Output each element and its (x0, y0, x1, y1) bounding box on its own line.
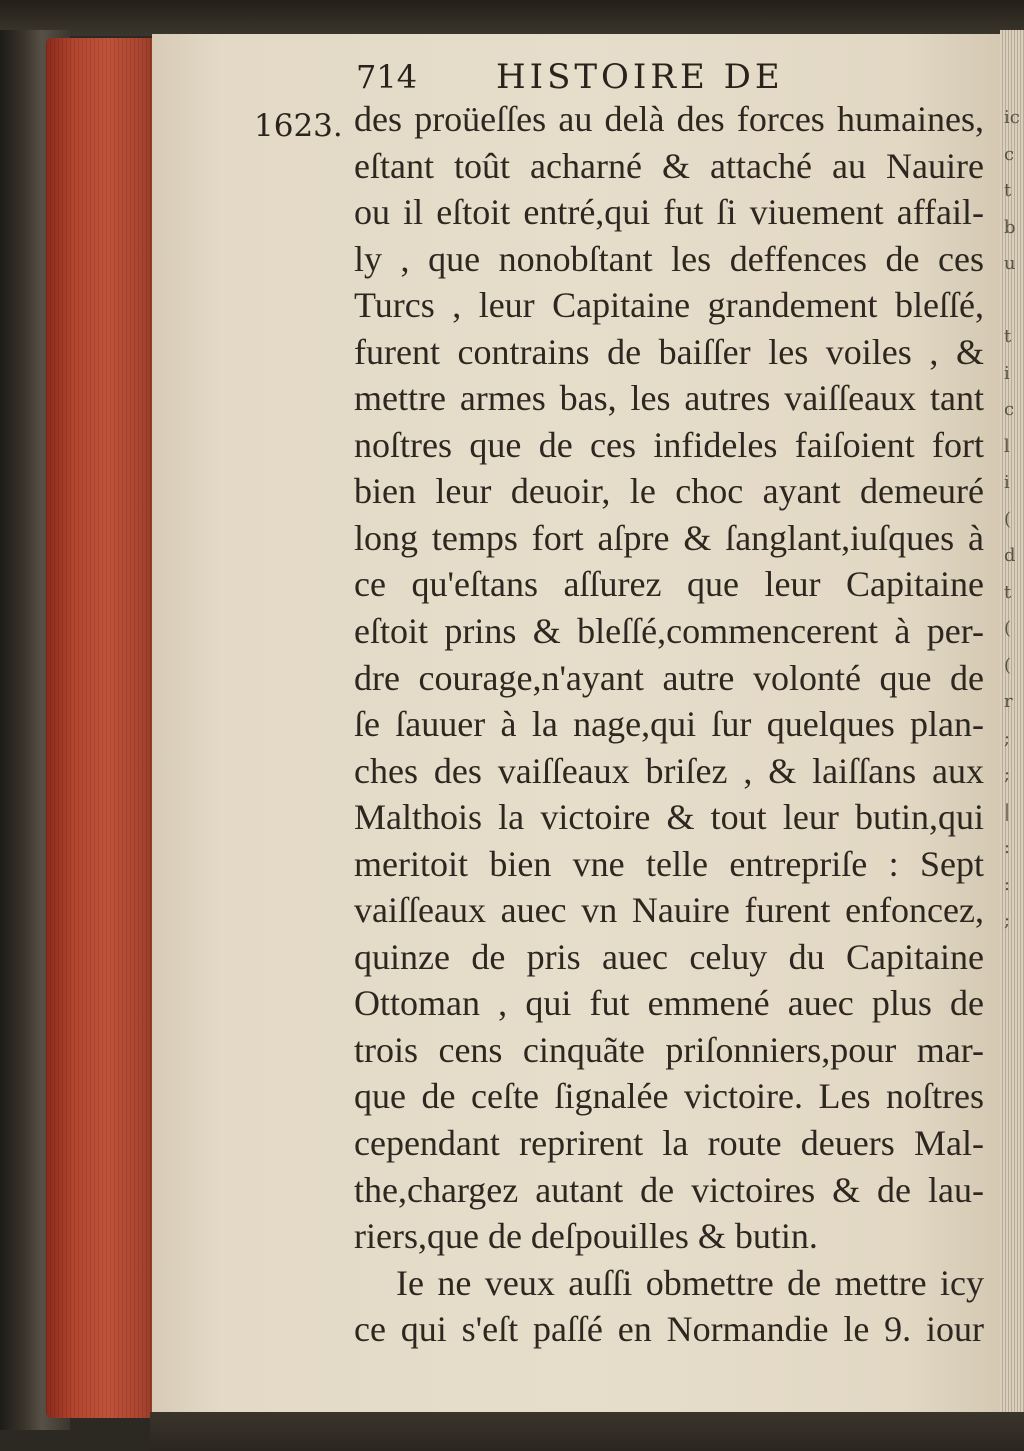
text-line: ches des vaiſſeaux briſez , & laiſſans aux (354, 750, 984, 791)
text-line: cependant reprirent la route deuers Mal- (354, 1123, 984, 1164)
text-line: ce qu'eſtans aſſurez que leur Capitaine (354, 564, 984, 605)
text-line: trois cens cinquãte priſonniers,pour mar- (354, 1029, 984, 1070)
text-line: ou il eſtoit entré,qui fut ſi viuement affail- (354, 192, 984, 233)
text-line: long temps fort aſpre & ſanglant,iuſques à (354, 517, 984, 558)
text-line: Turcs , leur Capitaine grandement bleſſé, (354, 285, 984, 326)
text-line: meritoit bien vne telle entrepriſe : Sept (354, 843, 984, 884)
top-edge-shadow (0, 0, 1024, 36)
text-line: furent contrains de baiſſer les voiles , & (354, 331, 984, 372)
body-text (354, 96, 994, 1353)
page-number: 714 (356, 58, 418, 96)
text-line: Ie ne veux auſſi obmettre de mettre icy (396, 1262, 984, 1303)
text-line: que de ceſte ſignalée victoire. Les noſtres (354, 1076, 984, 1117)
text-line: Malthois la victoire & tout leur butin,qui (354, 797, 984, 838)
text-line: ce qui s'eſt paſſé en Normandie le 9. iour (354, 1309, 984, 1350)
text-line: riers,que de deſpouilles & butin. (354, 1216, 818, 1257)
running-header (356, 57, 876, 101)
text-line: Ottoman , qui fut emmené auec plus de (354, 983, 984, 1024)
running-title: HISTOIRE DE (496, 57, 784, 97)
bottom-edge-shadow (150, 1412, 1024, 1451)
text-line: ſe ſauuer à la nage,qui ſur quelques plan- (354, 704, 984, 745)
text-line: the,chargez autant de victoires & de lau- (354, 1169, 984, 1210)
text-line: eſtant toût acharné & attaché au Nauire (354, 145, 984, 186)
text-line: vaiſſeaux auec vn Nauire furent enfoncez, (354, 890, 984, 931)
text-line: noſtres que de ces infideles faiſoient fort (354, 424, 984, 465)
text-line: bien leur deuoir, le choc ayant demeuré (354, 471, 984, 512)
margin-year: 1623. (254, 108, 343, 144)
adjacent-page-text: ic c t b u t i c l i ( d t ( ( r ; ; | : : ; (1004, 107, 1020, 931)
text-line: mettre armes bas, les autres vaiſſeaux tant (354, 378, 984, 419)
text-line: quinze de pris auec celuy du Capitaine (354, 936, 984, 977)
text-line: des proüeſſes au delà des forces humaines, (354, 99, 984, 139)
text-line: eſtoit prins & bleſſé,commencerent à per- (354, 611, 984, 652)
text-line: ly , que nonobſtant les deffences de ces (354, 238, 984, 279)
red-page-edges (46, 38, 158, 1418)
text-line: dre courage,n'ayant autre volonté que de (354, 657, 984, 698)
